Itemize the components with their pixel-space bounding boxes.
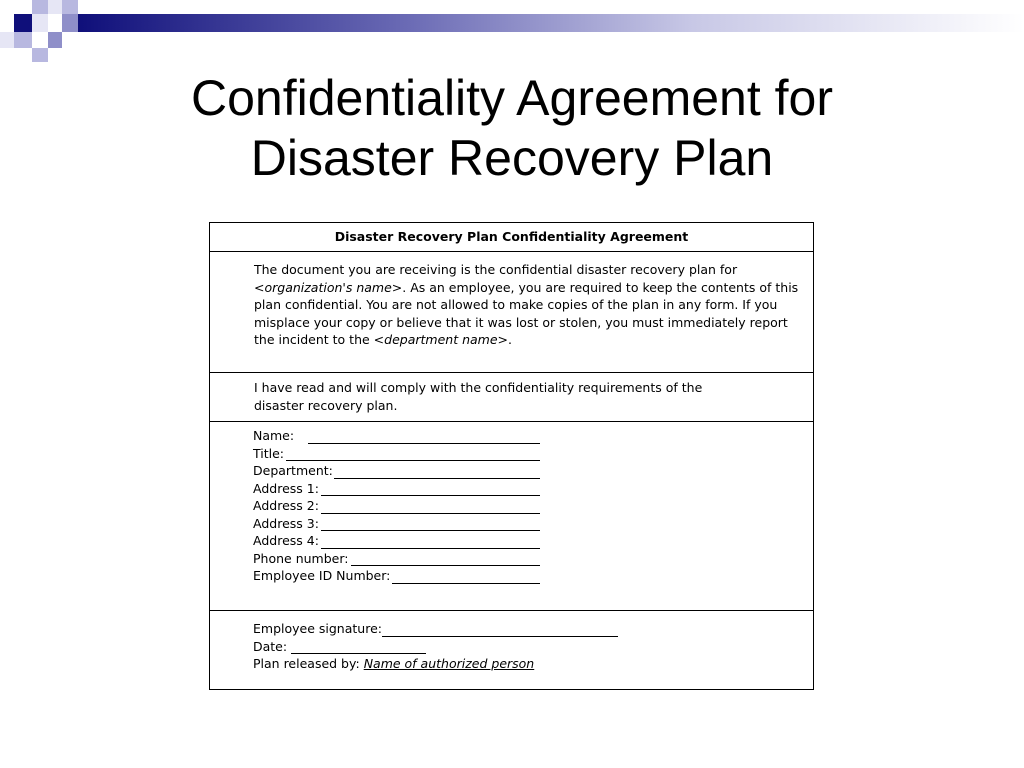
form-title: Disaster Recovery Plan Confidentiality Agreement: [334, 229, 689, 244]
address-4-input-line[interactable]: [321, 548, 540, 549]
decorative-square: [32, 0, 48, 14]
compliance-statement: I have read and will comply with the confidentiality requirements of the disaster recovery plan.: [254, 380, 703, 413]
signature-section: [210, 611, 813, 691]
address-1-field[interactable]: [253, 481, 553, 499]
form-header-section: [210, 223, 813, 252]
name-field[interactable]: [253, 428, 553, 446]
field-label: Date:: [253, 638, 288, 654]
decorative-square: [48, 32, 62, 48]
employee-id-input-line[interactable]: [392, 583, 540, 584]
decorative-square: [48, 14, 62, 32]
field-label: Address 3:: [253, 515, 319, 531]
field-label: Title:: [253, 445, 284, 461]
decorative-square: [48, 0, 62, 14]
phone-number-input-line[interactable]: [351, 565, 540, 566]
phone-number-field[interactable]: [253, 551, 553, 569]
department-input-line[interactable]: [334, 478, 540, 479]
field-label: Department:: [253, 463, 333, 478]
released-by-label: Plan released by:: [253, 656, 360, 671]
compliance-statement-section: [210, 373, 813, 422]
confidentiality-agreement-form: [209, 222, 814, 690]
decorative-square: [32, 32, 48, 48]
employee-signature-field[interactable]: [253, 621, 633, 639]
field-label: Name:: [253, 428, 295, 443]
title-field[interactable]: [253, 446, 553, 464]
field-label: Employee ID Number:: [253, 568, 391, 583]
address-3-field[interactable]: [253, 516, 553, 534]
decorative-gradient-bar: [78, 14, 1024, 32]
address-3-input-line[interactable]: [321, 530, 540, 531]
agreement-paragraph-section: [210, 252, 813, 373]
paragraph-text-1: The document you are receiving is the confidential disaster recovery plan for: [254, 262, 738, 277]
employee-id-field[interactable]: [253, 568, 553, 586]
decorative-square: [62, 0, 78, 14]
address-1-input-line[interactable]: [321, 495, 540, 496]
field-label: Address 2:: [253, 498, 319, 513]
decorative-square: [14, 14, 32, 32]
decorative-square: [0, 32, 14, 48]
field-label: Phone number:: [253, 550, 349, 566]
slide-title: [0, 68, 1024, 188]
paragraph-text-3: .: [508, 332, 512, 347]
agreement-paragraph: [254, 261, 804, 349]
field-label: Address 4:: [253, 533, 319, 548]
field-label: Employee signature:: [253, 621, 382, 636]
address-2-field[interactable]: [253, 498, 553, 516]
date-field[interactable]: [253, 639, 633, 657]
paragraph-text-2: . As an employee, you are required to keep the contents of this plan confidential. You are not allowed to make copies of the plan in any form. If you misplace your copy or believe that it was lost or stolen, you must immediately report the incident to the: [254, 279, 799, 347]
address-4-field[interactable]: [253, 533, 553, 551]
department-field[interactable]: [253, 463, 553, 481]
employee-info-section: [210, 422, 813, 611]
decorative-square: [32, 14, 48, 32]
plan-released-by-field: [253, 656, 633, 674]
decorative-header-bar: [0, 0, 1024, 50]
title-input-line[interactable]: [286, 460, 540, 461]
department-name-placeholder: <department name>: [373, 332, 508, 347]
decorative-square: [14, 32, 32, 48]
authorized-person-name: Name of authorized person: [363, 656, 535, 671]
date-input-line[interactable]: [291, 653, 426, 654]
organization-name-placeholder: <organization's name>: [254, 279, 403, 295]
signature-input-line[interactable]: [382, 636, 618, 637]
address-2-input-line[interactable]: [321, 513, 540, 514]
slide-title-line-2: Disaster Recovery Plan: [250, 130, 774, 186]
name-input-line[interactable]: [308, 443, 540, 444]
decorative-square: [32, 48, 48, 62]
slide-title-line-1: Confidentiality Agreement for: [190, 70, 834, 126]
decorative-square: [62, 14, 78, 32]
field-label: Address 1:: [253, 480, 319, 496]
